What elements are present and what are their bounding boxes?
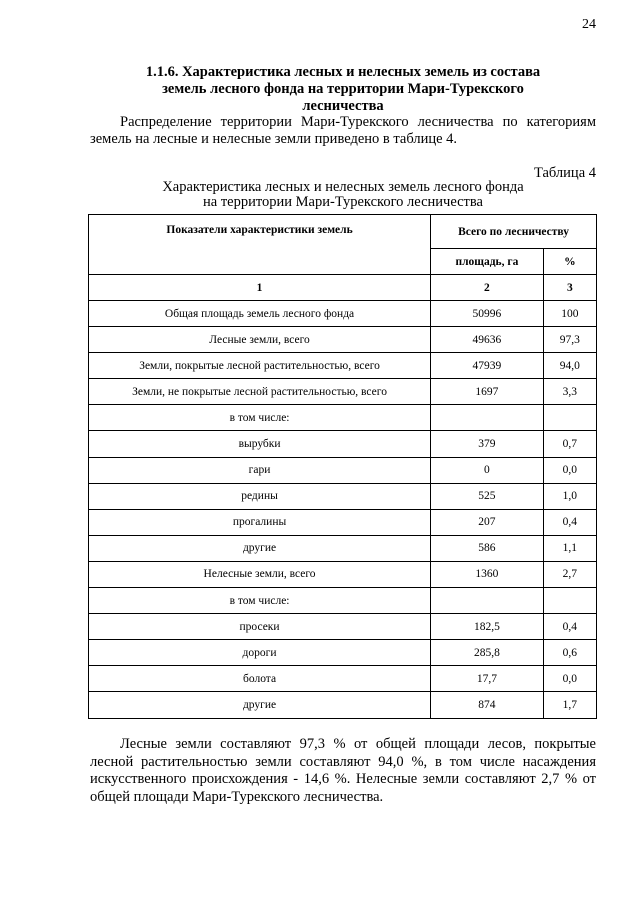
conclusion-paragraph	[90, 736, 596, 806]
table-cell-pct: 0,0	[543, 666, 596, 692]
table-row	[89, 535, 597, 561]
table-cell-label: Земли, не покрытые лесной растительностью, всего	[89, 379, 431, 405]
table-cell-area	[431, 588, 544, 614]
table-cell-area: 1697	[431, 379, 544, 405]
table-cell-area: 207	[431, 509, 544, 535]
table-row	[89, 457, 597, 483]
table-cell-label: дороги	[89, 640, 431, 666]
table-cell-area: 50996	[431, 301, 544, 327]
table-cell-pct: 0,0	[543, 457, 596, 483]
table-row	[89, 509, 597, 535]
table-cell-area: 182,5	[431, 614, 544, 640]
table-cell-area: 17,7	[431, 666, 544, 692]
table-cell-pct	[543, 405, 596, 431]
table-label: Таблица 4	[533, 165, 596, 181]
table-cell-pct: 2,7	[543, 561, 596, 587]
table-cell-pct: 1,0	[543, 483, 596, 509]
table-row	[89, 431, 597, 457]
table-caption-line: на территории Мари-Турекского лесничества	[203, 194, 483, 210]
table-cell-area	[431, 405, 544, 431]
table-caption-line: Характеристика лесных и нелесных земель лесного фонда	[162, 179, 524, 195]
table-cell-label: вырубки	[89, 431, 431, 457]
table-cell-label: прогалины	[89, 509, 431, 535]
table-row	[89, 327, 597, 353]
table-cell-pct: 1,1	[543, 535, 596, 561]
table-cell-area: 285,8	[431, 640, 544, 666]
table-cell-pct: 0,4	[543, 509, 596, 535]
column-number: 2	[431, 275, 544, 301]
table-cell-area: 586	[431, 535, 544, 561]
section-heading	[90, 64, 596, 115]
table-row	[89, 483, 597, 509]
table-cell-pct: 0,7	[543, 431, 596, 457]
section-heading-line: 1.1.6. Характеристика лесных и нелесных земель из состава	[145, 64, 541, 80]
table-caption	[90, 180, 596, 210]
header-total: Всего по лесничеству	[431, 215, 597, 249]
table-cell-label: в том числе:	[89, 588, 431, 614]
intro-paragraph	[90, 114, 596, 148]
table-row	[89, 561, 597, 587]
table-cell-label: Лесные земли, всего	[89, 327, 431, 353]
table-cell-label: Земли, покрытые лесной растительностью, всего	[89, 353, 431, 379]
page-number: 24	[582, 17, 596, 32]
table-row	[89, 692, 597, 718]
section-heading-line: лесничества	[302, 98, 384, 114]
intro-text: Распределение территории Мари-Турекского лесничества по категориям земель на лесные и нелесные земли приведено в таблице 4.	[90, 114, 596, 147]
table-cell-label: Общая площадь земель лесного фонда	[89, 301, 431, 327]
table-cell-area: 525	[431, 483, 544, 509]
table-cell-area: 0	[431, 457, 544, 483]
table-cell-pct: 100	[543, 301, 596, 327]
table-cell-label: другие	[89, 535, 431, 561]
table-cell-area: 874	[431, 692, 544, 718]
table-cell-pct: 3,3	[543, 379, 596, 405]
table-cell-pct: 94,0	[543, 353, 596, 379]
table-row	[89, 379, 597, 405]
table-cell-pct: 1,7	[543, 692, 596, 718]
table-row	[89, 614, 597, 640]
table-cell-label: редины	[89, 483, 431, 509]
table-cell-label: болота	[89, 666, 431, 692]
table-row	[89, 353, 597, 379]
table-cell-label: гари	[89, 457, 431, 483]
table-cell-pct: 0,6	[543, 640, 596, 666]
table-row	[89, 588, 597, 614]
column-number: 3	[543, 275, 596, 301]
section-heading-line: земель лесного фонда на территории Мари-Турекского	[162, 81, 524, 97]
table-row	[89, 405, 597, 431]
land-characteristics-table	[88, 214, 597, 719]
conclusion-text: Лесные земли составляют 97,3 % от общей площади лесов, покрытые лесной растительностью земли составляют 94,0 %, в том числе насаждения искусственного происхождения - 14,6 %. Нелесные земли составляют 2,7 % от общей площади Мари-Турекского лесничества.	[90, 736, 596, 805]
table-cell-label: в том числе:	[89, 405, 431, 431]
table-row	[89, 666, 597, 692]
table-body	[89, 301, 597, 719]
table-cell-area: 47939	[431, 353, 544, 379]
table-cell-label: просеки	[89, 614, 431, 640]
table-row	[89, 301, 597, 327]
header-area: площадь, га	[431, 249, 544, 275]
header-indicator: Показатели характеристики земель	[89, 215, 431, 275]
header-percent: %	[543, 249, 596, 275]
table-cell-pct: 97,3	[543, 327, 596, 353]
table-cell-area: 1360	[431, 561, 544, 587]
table-cell-area: 379	[431, 431, 544, 457]
column-number: 1	[89, 275, 431, 301]
table-cell-pct: 0,4	[543, 614, 596, 640]
table-cell-label: Нелесные земли, всего	[89, 561, 431, 587]
table-cell-pct	[543, 588, 596, 614]
table-cell-area: 49636	[431, 327, 544, 353]
table-row	[89, 640, 597, 666]
table-cell-label: другие	[89, 692, 431, 718]
